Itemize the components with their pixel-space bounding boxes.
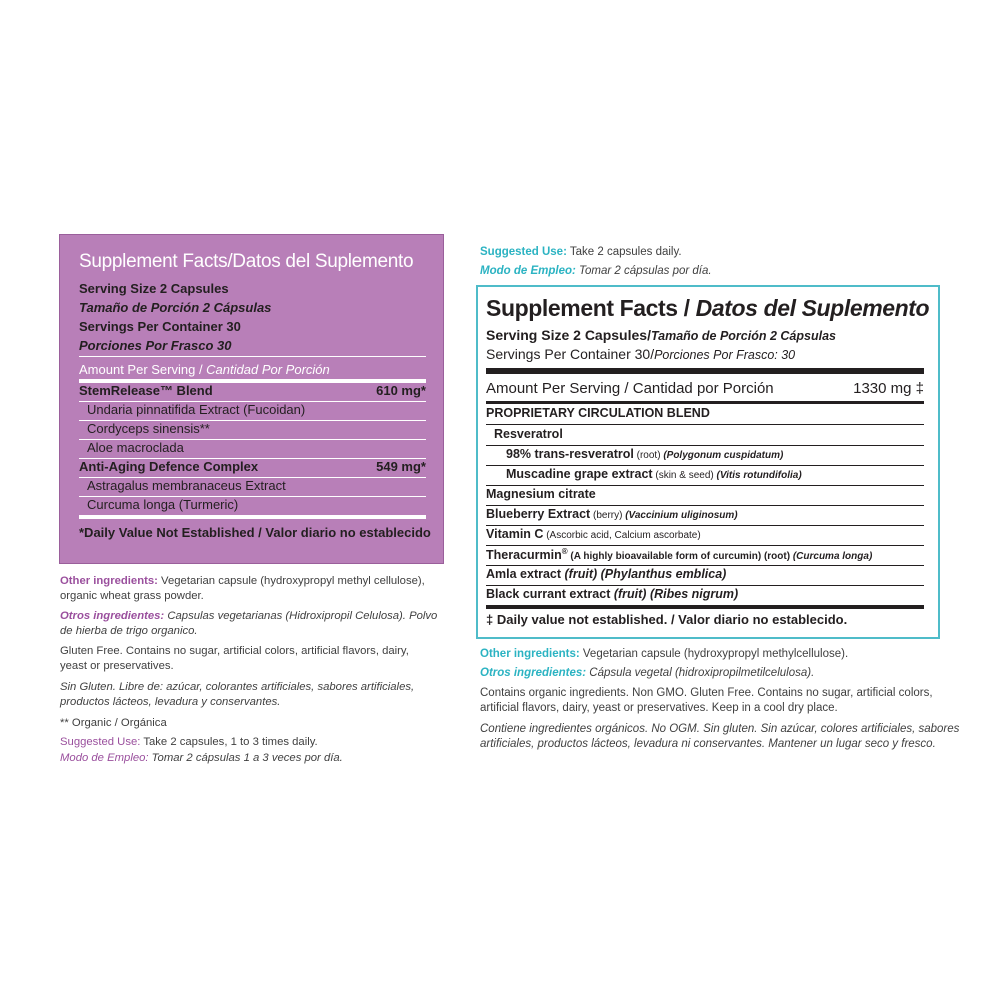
ingredient-name: Anti-Aging Defence Complex bbox=[79, 459, 259, 474]
suggested-use-label: Suggested Use: bbox=[60, 736, 141, 748]
ingredient-amla bbox=[486, 567, 726, 581]
otros-ingredientes-label: Otros ingredientes: bbox=[480, 667, 587, 679]
suggested-use-text: Take 2 capsules daily. bbox=[566, 246, 682, 258]
ingredient-blueberry bbox=[486, 507, 738, 521]
row-divider bbox=[486, 505, 924, 506]
ingredient-row bbox=[79, 402, 426, 417]
ingredient-latin: (Vaccinium uliginosum) bbox=[625, 510, 738, 521]
modo-de-empleo-text: Tomar 2 cápsulas por día. bbox=[575, 265, 712, 277]
modo-de-empleo-label: Modo de Empleo: bbox=[480, 265, 576, 277]
ingredient-row bbox=[79, 478, 426, 493]
servings-per-container-en: Servings Per Container 30/ bbox=[486, 346, 655, 362]
otros-ingredientes-text: Cápsula vegetal (hidroxipropilmetilcelulosa). bbox=[586, 667, 815, 679]
servings-per-container bbox=[486, 346, 795, 362]
ingredient-trans-resveratrol bbox=[506, 447, 783, 461]
panel-title-en: Supplement Facts / bbox=[486, 295, 696, 321]
ingredient-name: Aloe macroclada bbox=[87, 440, 184, 455]
ingredient-row bbox=[79, 421, 426, 436]
amount-per-serving-label bbox=[79, 362, 330, 377]
otros-ingredientes-right bbox=[480, 666, 814, 681]
ingredient-amount: 549 mg* bbox=[376, 459, 426, 474]
panel-title bbox=[486, 295, 929, 322]
thick-divider bbox=[486, 605, 924, 609]
panel-title-es: Datos del Suplemento bbox=[695, 295, 930, 321]
ingredient-latin: (Polygonum cuspidatum) bbox=[663, 450, 784, 461]
supplement-facts-panel-left bbox=[59, 234, 444, 564]
row-divider bbox=[486, 485, 924, 486]
ingredient-row bbox=[79, 440, 426, 455]
ingredient-name: Astragalus membranaceus Extract bbox=[87, 478, 286, 493]
ingredient-part: (berry) bbox=[590, 510, 626, 521]
daily-value-footnote: *Daily Value Not Established / Valor diario no establecido bbox=[79, 525, 431, 540]
ingredient-part: (skin & seed) bbox=[652, 470, 717, 481]
row-divider bbox=[486, 525, 924, 526]
suggested-use-text: Take 2 capsules, 1 to 3 times daily. bbox=[140, 736, 318, 748]
gluten-free-note-es: Sin Gluten. Libre de: azúcar, colorantes artificiales, sabores artificiales, productos lácteos, levadura y conservantes. bbox=[60, 681, 415, 708]
ingredient-latin: (fruit) (Ribes nigrum) bbox=[613, 587, 739, 601]
organic-note: ** Organic / Orgánica bbox=[60, 717, 167, 729]
contiene-note: Contiene ingredientes orgánicos. No OGM. Sin gluten. Sin azúcar, colores artificiales, sabores artificiales, productos lácteos, levadura ni conservantes. Mantener un lugar seco y fresco. bbox=[480, 723, 960, 750]
ingredient-name: Curcuma longa (Turmeric) bbox=[87, 497, 239, 512]
ingredient-muscadine bbox=[506, 467, 802, 481]
row-divider bbox=[486, 465, 924, 466]
modo-de-empleo-text: Tomar 2 cápsulas 1 a 3 veces por día. bbox=[148, 752, 343, 764]
ingredient-latin: (Vitis rotundifolia) bbox=[716, 470, 802, 481]
ingredient-row bbox=[79, 497, 426, 512]
ingredient-name: Muscadine grape extract bbox=[506, 467, 653, 481]
other-ingredients-label: Other ingredients: bbox=[480, 648, 580, 660]
ingredient-name: Blueberry Extract bbox=[486, 507, 591, 521]
otros-ingredientes-label: Otros ingredientes: bbox=[60, 610, 165, 622]
serving-size bbox=[486, 327, 836, 343]
daily-value-footnote: ‡ Daily value not established. / Valor diario no establecido. bbox=[486, 612, 848, 627]
ingredient-magnesium: Magnesium citrate bbox=[486, 487, 596, 501]
ingredient-latin: (Curcuma longa) bbox=[792, 551, 873, 563]
registered-mark: ® bbox=[561, 547, 568, 556]
servings-per-container-es: Porciones Por Frasco 30 bbox=[79, 338, 232, 353]
supplement-facts-panel-right bbox=[476, 285, 940, 639]
modo-de-empleo-right bbox=[480, 264, 712, 279]
amount-label: Amount Per Serving / Cantidad por Porción bbox=[486, 380, 774, 397]
ingredient-latin: (fruit) (Phylanthus emblica) bbox=[564, 567, 727, 581]
row-divider bbox=[486, 585, 924, 586]
suggested-use-label: Suggested Use: bbox=[480, 246, 567, 258]
ingredient-resveratrol: Resveratrol bbox=[494, 427, 563, 441]
ingredient-vitamin-c bbox=[486, 527, 701, 541]
contains-note: Contains organic ingredients. Non GMO. Gluten Free. Contains no sugar, artificial colors, artificial flavors, dairy, yeast or preservatives. Keep in a cool dry place. bbox=[480, 687, 933, 714]
amount-value: 1330 mg ‡ bbox=[853, 380, 924, 397]
ingredient-theracurmin bbox=[486, 547, 872, 562]
ingredient-name: StemRelease™ Blend bbox=[79, 383, 213, 398]
ingredient-name: 98% trans-resveratrol bbox=[506, 447, 634, 461]
modo-de-empleo bbox=[60, 751, 445, 766]
serving-size-en: Serving Size 2 Capsules/ bbox=[486, 327, 651, 343]
row-divider bbox=[486, 565, 924, 566]
ingredient-name: Theracurmin bbox=[486, 548, 562, 563]
thick-divider bbox=[486, 368, 924, 374]
medium-divider bbox=[486, 401, 924, 404]
otros-ingredientes bbox=[60, 609, 445, 639]
gluten-free-note: Gluten Free. Contains no sugar, artificial colors, artificial flavors, dairy, yeast or preservatives. bbox=[60, 645, 409, 672]
ingredient-part: (root) bbox=[633, 450, 664, 461]
ingredient-part: (Ascorbic acid, Calcium ascorbate) bbox=[543, 530, 701, 541]
divider bbox=[79, 356, 426, 357]
ingredient-name: Vitamin C bbox=[486, 527, 544, 541]
other-ingredients-text: Vegetarian capsule (hydroxypropyl methyl cellulose), organic wheat grass powder. bbox=[60, 575, 425, 602]
ingredient-name: Amla extract bbox=[486, 567, 565, 581]
ingredient-row bbox=[79, 459, 426, 474]
ingredient-amount: 610 mg* bbox=[376, 383, 426, 398]
ingredient-name: Black currant extract bbox=[486, 587, 614, 601]
other-ingredients-label: Other ingredients: bbox=[60, 575, 158, 587]
ingredient-row bbox=[79, 383, 426, 398]
other-ingredients bbox=[60, 574, 445, 604]
row-divider bbox=[486, 424, 924, 425]
row-divider bbox=[486, 545, 924, 546]
ingredient-black-currant bbox=[486, 587, 738, 601]
ingredient-name: Cordyceps sinensis** bbox=[87, 421, 210, 436]
serving-size: Serving Size 2 Capsules bbox=[79, 281, 229, 296]
otros-ingredientes-text: Capsulas vegetarianas (Hidroxipropil Celulosa). Polvo de hierba de trigo organico. bbox=[60, 610, 438, 637]
amount-label-en: Amount Per Serving / bbox=[79, 362, 207, 377]
servings-per-container-es: Porciones Por Frasco: 30 bbox=[654, 348, 796, 362]
serving-size-es: Tamaño de Porción 2 Cápsulas bbox=[650, 329, 836, 343]
suggested-use bbox=[60, 735, 445, 750]
other-ingredients-right bbox=[480, 647, 848, 662]
panel-title: Supplement Facts/Datos del Suplemento bbox=[79, 251, 414, 272]
amount-label-es: Cantidad Por Porción bbox=[206, 362, 330, 377]
modo-de-empleo-label: Modo de Empleo: bbox=[60, 752, 149, 764]
row-divider bbox=[486, 445, 924, 446]
thick-divider bbox=[79, 515, 426, 519]
ingredient-name: Undaria pinnatifida Extract (Fucoidan) bbox=[87, 402, 306, 417]
ingredient-part: (A highly bioavailable form of curcumin) (root) bbox=[567, 551, 793, 563]
servings-per-container: Servings Per Container 30 bbox=[79, 319, 241, 334]
serving-size-es: Tamaño de Porción 2 Cápsulas bbox=[79, 300, 272, 315]
blend-heading: PROPRIETARY CIRCULATION BLEND bbox=[486, 406, 710, 420]
other-ingredients-text: Vegetarian capsule (hydroxypropyl methylcellulose). bbox=[579, 648, 849, 660]
amount-per-serving bbox=[486, 380, 924, 397]
suggested-use-right bbox=[480, 245, 682, 260]
